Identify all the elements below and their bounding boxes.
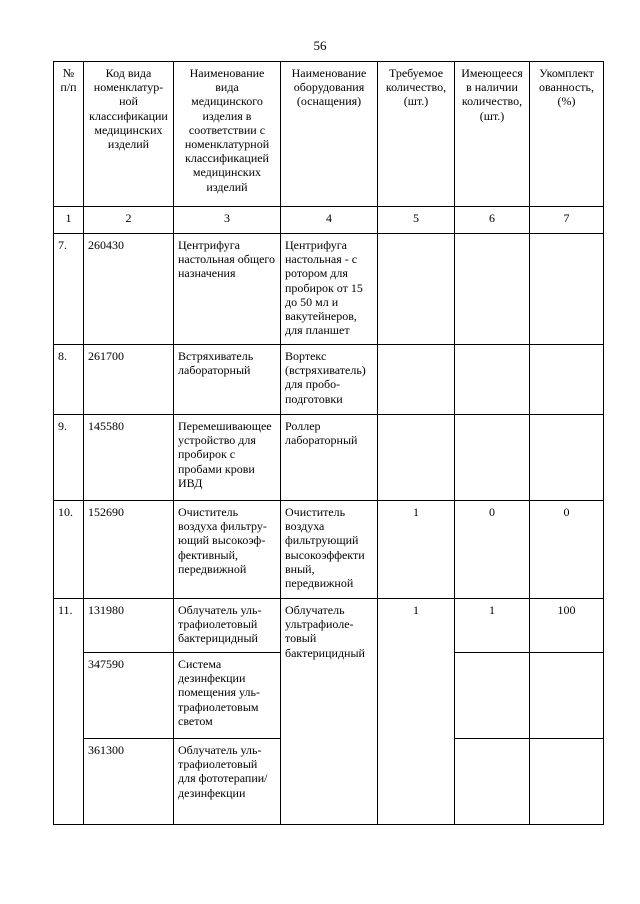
row-device: Система дезинфекции помещения уль-трафиолетовым светом bbox=[174, 653, 281, 739]
row-code: 152690 bbox=[84, 501, 174, 599]
header-device-name: Наименование вида медицинского изделия в соответствии с номенклатурной классификацией медицинских изделий bbox=[174, 62, 281, 207]
row-code: 261700 bbox=[84, 345, 174, 415]
header-available: Имеющееся в наличии количество, (шт.) bbox=[455, 62, 530, 207]
row-device: Встряхиватель лабораторный bbox=[174, 345, 281, 415]
column-number: 3 bbox=[174, 207, 281, 234]
header-row bbox=[54, 62, 604, 207]
column-number: 4 bbox=[281, 207, 378, 234]
row-required: 1 bbox=[378, 599, 455, 825]
row-equipment: Вортекс (встряхиватель) для пробо-подготовки bbox=[281, 345, 378, 415]
row-device: Перемешивающее устройство для пробирок с пробами крови ИВД bbox=[174, 415, 281, 501]
row-completeness bbox=[530, 653, 604, 739]
table-row bbox=[54, 234, 604, 345]
column-number: 7 bbox=[530, 207, 604, 234]
header-code: Код вида номенклатур-ной классификации медицинских изделий bbox=[84, 62, 174, 207]
column-number: 6 bbox=[455, 207, 530, 234]
table-row bbox=[54, 501, 604, 599]
column-number: 2 bbox=[84, 207, 174, 234]
row-code: 131980 bbox=[84, 599, 174, 653]
row-device: Центрифуга настольная общего назначения bbox=[174, 234, 281, 345]
row-required: 1 bbox=[378, 501, 455, 599]
row-code: 347590 bbox=[84, 653, 174, 739]
row-available bbox=[455, 415, 530, 501]
row-number: 11. bbox=[54, 599, 84, 825]
row-code: 145580 bbox=[84, 415, 174, 501]
row-device: Облучатель уль-трафиолетовый для фототерапии/дезинфекции bbox=[174, 739, 281, 825]
table-row bbox=[54, 415, 604, 501]
row-available bbox=[455, 234, 530, 345]
column-number: 1 bbox=[54, 207, 84, 234]
row-available: 0 bbox=[455, 501, 530, 599]
row-number: 7. bbox=[54, 234, 84, 345]
row-available bbox=[455, 345, 530, 415]
header-completeness: Укомплект ованность, (%) bbox=[530, 62, 604, 207]
row-code: 260430 bbox=[84, 234, 174, 345]
row-equipment: Очиститель воздуха фильтрующий высокоэффекти вный, передвижной bbox=[281, 501, 378, 599]
row-available: 1 bbox=[455, 599, 530, 653]
row-available bbox=[455, 653, 530, 739]
page-number: 56 bbox=[313, 38, 327, 53]
row-required bbox=[378, 234, 455, 345]
equipment-table bbox=[53, 61, 604, 825]
header-no: № п/п bbox=[54, 62, 84, 207]
table-row bbox=[54, 599, 604, 653]
row-completeness bbox=[530, 234, 604, 345]
table-row bbox=[54, 345, 604, 415]
row-number: 10. bbox=[54, 501, 84, 599]
row-required bbox=[378, 345, 455, 415]
row-device: Облучатель уль-трафиолетовый бактерицидный bbox=[174, 599, 281, 653]
row-device: Очиститель воздуха фильтру-ющий высокоэф-фективный, передвижной bbox=[174, 501, 281, 599]
row-completeness: 0 bbox=[530, 501, 604, 599]
row-equipment: Роллер лабораторный bbox=[281, 415, 378, 501]
row-required bbox=[378, 415, 455, 501]
row-completeness bbox=[530, 739, 604, 825]
header-required: Требуемое количество, (шт.) bbox=[378, 62, 455, 207]
header-equipment: Наименование оборудования (оснащения) bbox=[281, 62, 378, 207]
row-code: 361300 bbox=[84, 739, 174, 825]
row-number: 9. bbox=[54, 415, 84, 501]
row-number: 8. bbox=[54, 345, 84, 415]
row-completeness bbox=[530, 345, 604, 415]
row-completeness: 100 bbox=[530, 599, 604, 653]
column-number-row bbox=[54, 207, 604, 234]
row-equipment: Облучатель ультрафиоле-товый бактерицидный bbox=[281, 599, 378, 825]
row-equipment: Центрифуга настольная - с ротором для пробирок от 15 до 50 мл и вакутейнеров, для планшет bbox=[281, 234, 378, 345]
row-available bbox=[455, 739, 530, 825]
row-completeness bbox=[530, 415, 604, 501]
column-number: 5 bbox=[378, 207, 455, 234]
